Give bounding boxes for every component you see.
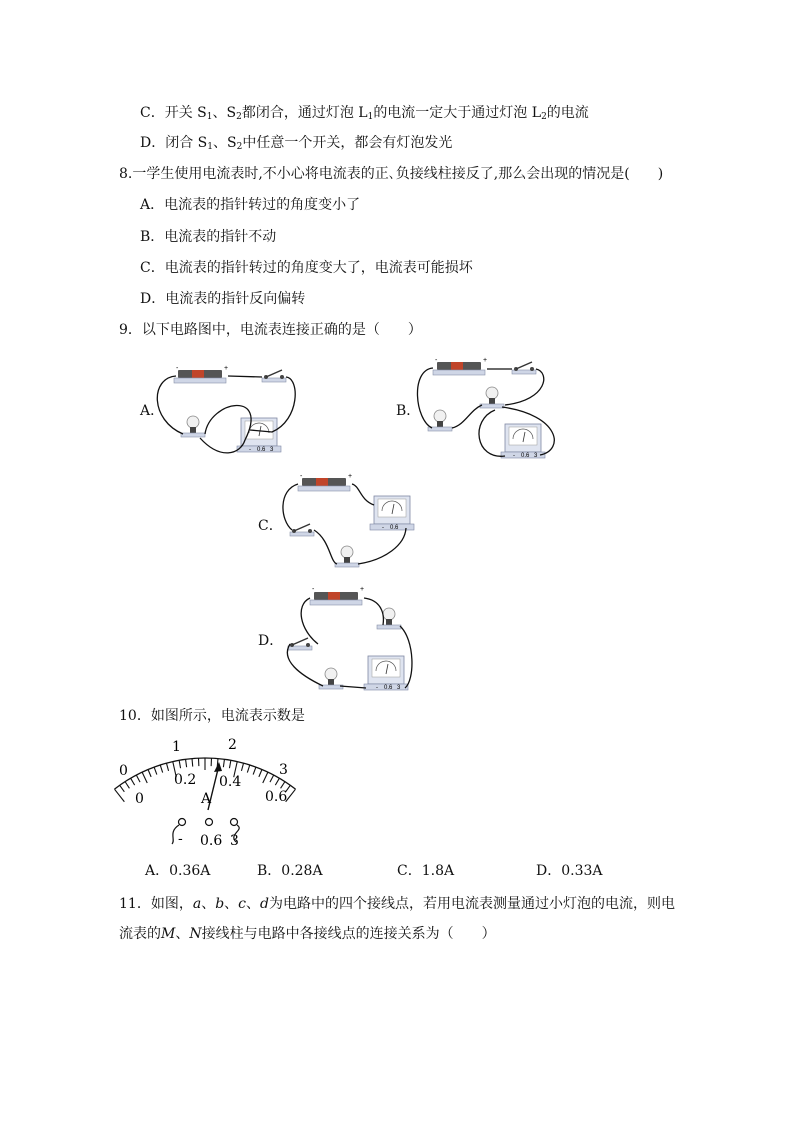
- battery-plus: +: [348, 473, 353, 480]
- dial-tick: [154, 767, 157, 775]
- meter-scale-06: 0.6: [257, 447, 266, 453]
- terminal-06-label: 0.6: [200, 833, 223, 849]
- dial-tick: [259, 769, 262, 776]
- meter-scale-06: 0.6: [521, 453, 530, 459]
- q10-option-a: A．0.36A: [145, 863, 211, 879]
- q10-option-b: B．0.28A: [257, 863, 323, 879]
- dial-tick: [241, 763, 243, 771]
- dial-tick: [160, 765, 162, 773]
- q8-option-d: D．电流表的指针反向偏转: [140, 291, 306, 307]
- terminal-06-icon: [206, 819, 213, 826]
- dial-tick: [223, 759, 224, 767]
- dial-tick: [179, 760, 180, 768]
- scale-top-0: 0: [119, 763, 128, 779]
- q10-option-d: D．0.33A: [536, 863, 603, 879]
- meter-minus: -: [376, 685, 378, 691]
- meter-scale-3: 3: [270, 447, 274, 453]
- meter-scale-06: 0.6: [384, 685, 393, 691]
- battery-plus: +: [483, 357, 488, 364]
- meter-scale-3: 3: [534, 453, 538, 459]
- terminal-minus-label: -: [178, 831, 183, 847]
- meter-minus: -: [513, 453, 515, 459]
- q10-stem: 10．如图所示，电流表示数是: [119, 708, 305, 724]
- q9-label-a: A．: [140, 403, 165, 419]
- q11-line-1: 11．如图，a、b、c、d为电路中的四个接线点，若用电流表测量通过小灯泡的电流，则电: [119, 896, 675, 912]
- meter-minus: -: [249, 447, 251, 453]
- q9-label-c: C．: [258, 518, 283, 534]
- scale-bottom-06: 0.6: [265, 789, 288, 805]
- dial-tick: [275, 778, 279, 785]
- battery-minus: -: [435, 357, 438, 364]
- q9-stem: 9．以下电路图中，电流表连接正确的是（ ）: [119, 322, 422, 338]
- scale-top-3: 3: [279, 762, 288, 778]
- scale-top-1: 1: [172, 739, 181, 755]
- q10-option-c: C．1.8A: [397, 863, 455, 879]
- dial-tick: [120, 785, 125, 792]
- dial-tick: [131, 778, 135, 785]
- terminal-3-label: 3: [230, 833, 239, 849]
- meter-scale-3: 3: [397, 685, 401, 691]
- terminal-3-icon: [231, 819, 238, 826]
- q8-option-b: B．电流表的指针不动: [140, 229, 277, 245]
- dial-tick: [125, 782, 129, 789]
- scale-bottom-02: 0.2: [174, 772, 197, 788]
- dial-tick: [114, 789, 124, 802]
- meter-scale-06: 0.6: [390, 525, 399, 531]
- dial-tick: [186, 759, 187, 767]
- battery-minus: -: [312, 586, 315, 593]
- dial-tick: [263, 772, 268, 783]
- q9-label-d: D．: [258, 633, 284, 649]
- q8-stem: 8.一学生使用电流表时,不小心将电流表的正､负接线柱接反了,那么会出现的情况是( ): [119, 166, 664, 182]
- q11-line-2: 流表的M、N接线柱与电路中各接线点的连接关系为（ ）: [119, 926, 496, 942]
- terminal-minus-icon: [179, 819, 186, 826]
- battery-plus: +: [224, 365, 229, 372]
- q8-option-c: C．电流表的指针转过的角度变大了，电流表可能损坏: [140, 260, 473, 276]
- scale-top-2: 2: [228, 737, 237, 753]
- scale-bottom-04: 0.4: [219, 774, 242, 790]
- dial-tick: [148, 769, 151, 776]
- dial-tick: [166, 763, 168, 771]
- dial-tick: [247, 765, 249, 773]
- dial-tick: [281, 782, 285, 789]
- q9-label-b: B．: [396, 403, 421, 419]
- dial-tick: [229, 760, 230, 768]
- battery-plus: +: [360, 586, 365, 593]
- scale-bottom-0: 0: [135, 791, 144, 807]
- dial-tick: [142, 772, 147, 783]
- dial-tick: [253, 767, 256, 775]
- battery-minus: -: [176, 365, 179, 372]
- q7-option-c: C．开关 $S_1$、$S_2$都闭合，通过灯泡 $L_1$的电流一定大于通过灯泡 $L_2$的电流: [140, 105, 589, 122]
- dial-tick: [192, 759, 193, 767]
- dial-tick: [270, 775, 274, 782]
- q7-option-d: D．闭合 $S_1$、$S_2$中任意一个开关，都会有灯泡发光: [140, 135, 453, 152]
- q8-option-a: A．电流表的指针转过的角度变小了: [140, 197, 361, 213]
- meter-minus: -: [382, 525, 384, 531]
- battery-minus: -: [300, 473, 303, 480]
- dial-tick: [136, 775, 140, 782]
- unit-label: A: [201, 791, 212, 807]
